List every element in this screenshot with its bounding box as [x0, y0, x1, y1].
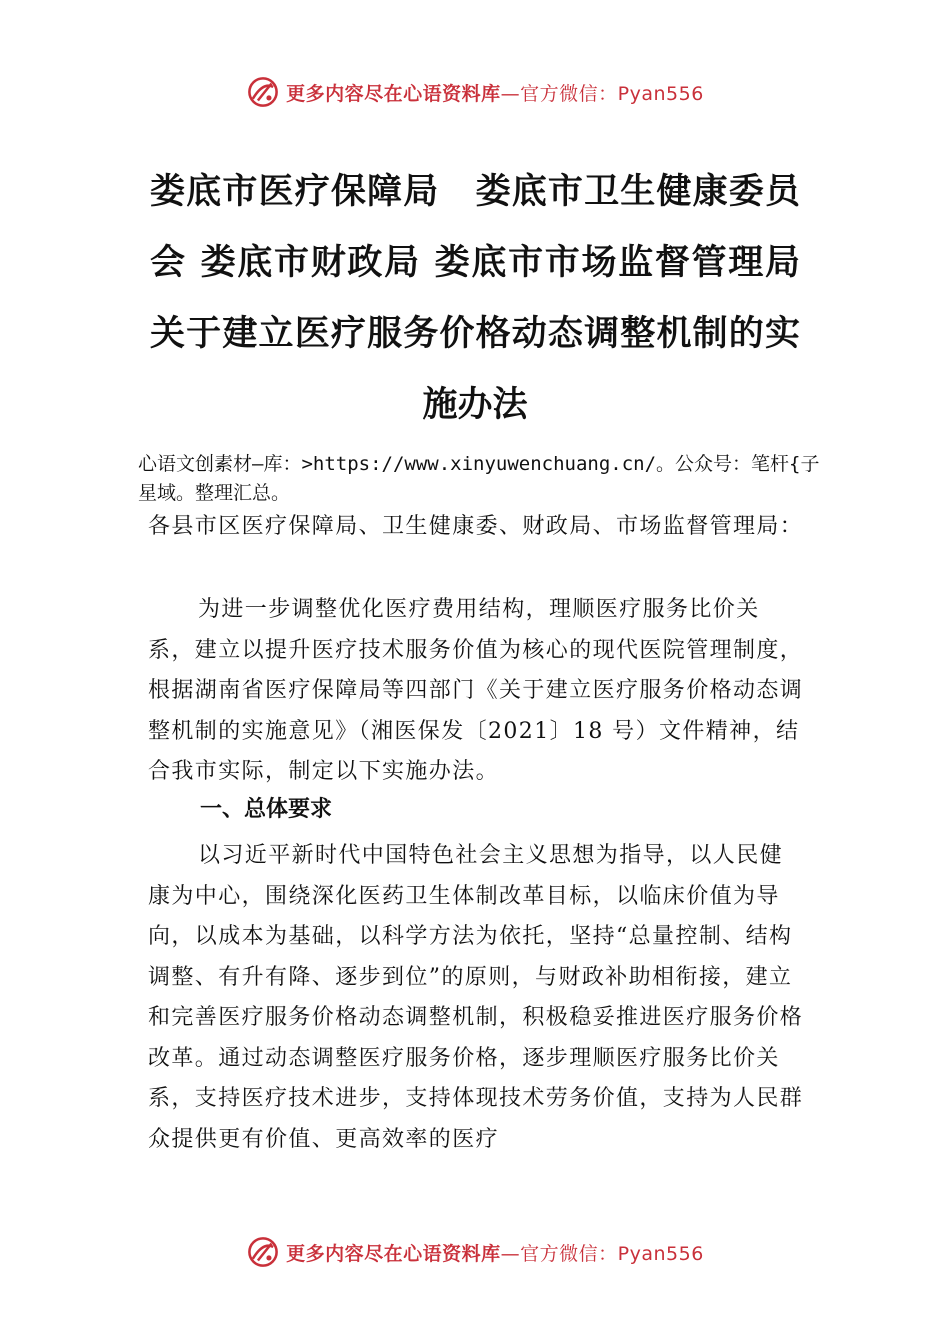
footer-banner — [0, 1232, 950, 1272]
xinyu-logo-icon — [246, 1235, 280, 1269]
xinyu-logo-icon — [246, 75, 280, 109]
title-line: 施办法 — [422, 384, 528, 425]
banner-text — [286, 79, 704, 106]
document-title — [150, 156, 800, 440]
salutation: 各县市区医疗保障局、卫生健康委、财政局、市场监督管理局： — [148, 514, 804, 539]
section-heading: 一、总体要求 — [200, 797, 333, 822]
banner-separator: — — [500, 1242, 521, 1265]
banner-main-text: 更多内容尽在心语资料库 — [286, 82, 501, 105]
title-line: 娄底市医疗保障局 娄底市卫生健康委员 — [150, 171, 800, 212]
title-line: 关于建立医疗服务价格动态调整机制的实 — [150, 313, 800, 354]
header-banner — [0, 72, 950, 112]
title-line: 会 娄底市财政局 娄底市市场监督管理局 — [150, 242, 800, 283]
banner-main-text: 更多内容尽在心语资料库 — [286, 1242, 501, 1265]
banner-wechat-text: 官方微信：Pyan556 — [520, 82, 704, 105]
banner-wechat-text: 官方微信：Pyan556 — [520, 1242, 704, 1265]
paragraph: 以习近平新时代中国特色社会主义思想为指导，以人民健康为中心，围绕深化医药卫生体制改革目标，以临床价值为导向，以成本为基础，以科学方法为依托，坚持“总量控制、结构调整、有升有降、逐步到位”的原则，与财政补助相衔接，建立和完善医疗服务价格动态调整机制，积极稳妥推进医疗服务价格改革。通过动态调整医疗服务价格，逐步理顺医疗服务比价关系，支持医疗技术进步，支持体现技术劳务价值，支持为人民群众提供更有价值、更高效率的医疗 — [148, 843, 804, 1152]
paragraph: 为进一步调整优化医疗费用结构，理顺医疗服务比价关系，建立以提升医疗技术服务价值为核心的现代医院管理制度，根据湖南省医疗保障局等四部门《关于建立医疗服务价格动态调整机制的实施意见》（湘医保发〔2021〕18 号）文件精神，结合我市实际，制定以下实施办法。 — [148, 597, 804, 784]
banner-separator: — — [500, 82, 521, 105]
source-note: 心语文创素材—库：>https://www.xinyuwenchuang.cn/。公众号：笔杆{子星域。整理汇总。 — [138, 453, 820, 504]
banner-text — [286, 1239, 704, 1266]
